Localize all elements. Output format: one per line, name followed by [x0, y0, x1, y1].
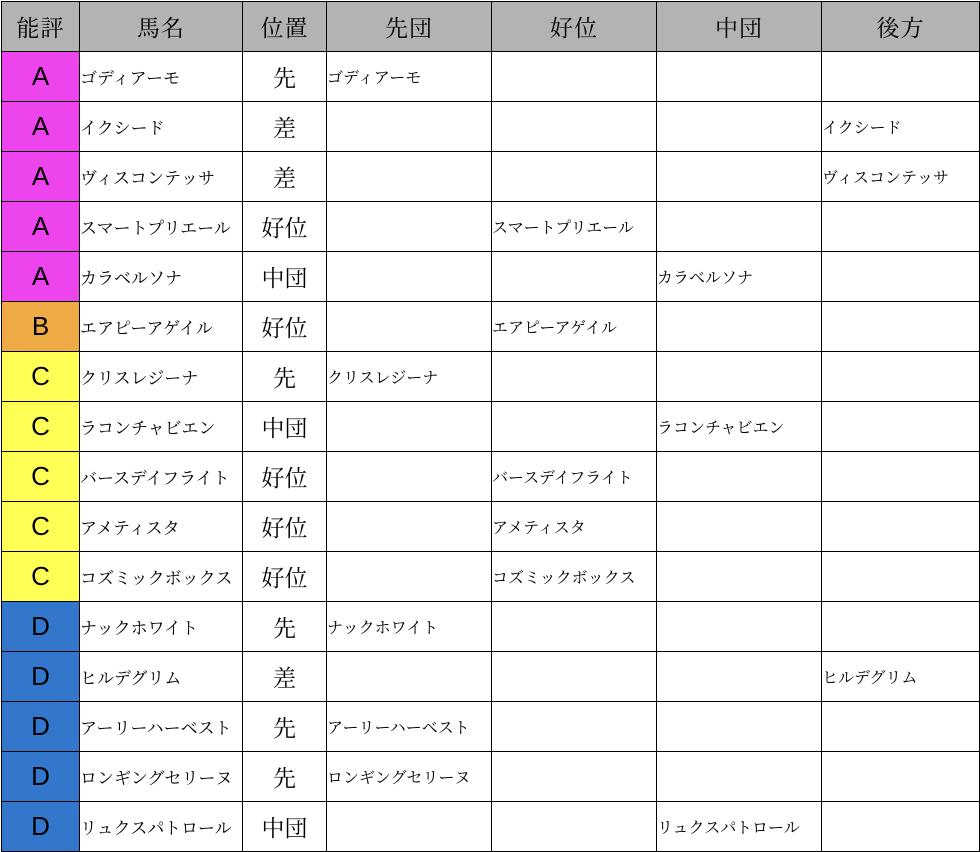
horse-name: スマートプリエール: [80, 202, 243, 252]
rank-cell: C: [2, 352, 80, 402]
kouhou-cell: イクシード: [822, 102, 980, 152]
horse-name: カラベルソナ: [80, 252, 243, 302]
sendan-cell: [327, 652, 492, 702]
rank-cell: D: [2, 702, 80, 752]
position-cell: 好位: [243, 302, 327, 352]
koui-cell: [492, 252, 657, 302]
kouhou-cell: [822, 352, 980, 402]
column-header-position: 位置: [243, 2, 327, 52]
position-cell: 差: [243, 652, 327, 702]
koui-cell: [492, 802, 657, 852]
column-header-horse: 馬名: [80, 2, 243, 52]
chudan-cell: リュクスパトロール: [657, 802, 822, 852]
table-row: [2, 652, 980, 702]
rank-cell: D: [2, 652, 80, 702]
kouhou-cell: ヒルデグリム: [822, 652, 980, 702]
sendan-cell: ゴディアーモ: [327, 52, 492, 102]
chudan-cell: [657, 452, 822, 502]
chudan-cell: [657, 102, 822, 152]
horse-name: リュクスパトロール: [80, 802, 243, 852]
kouhou-cell: ヴィスコンテッサ: [822, 152, 980, 202]
koui-cell: [492, 652, 657, 702]
table-row: [2, 302, 980, 352]
rank-cell: A: [2, 202, 80, 252]
koui-cell: [492, 402, 657, 452]
chudan-cell: [657, 302, 822, 352]
position-cell: 好位: [243, 552, 327, 602]
koui-cell: コズミックボックス: [492, 552, 657, 602]
horse-name: エアピーアゲイル: [80, 302, 243, 352]
horse-name: イクシード: [80, 102, 243, 152]
position-cell: 好位: [243, 452, 327, 502]
koui-cell: [492, 752, 657, 802]
koui-cell: [492, 102, 657, 152]
position-cell: 先: [243, 602, 327, 652]
rank-cell: A: [2, 152, 80, 202]
table-body: [2, 52, 980, 852]
table-row: [2, 752, 980, 802]
sendan-cell: [327, 502, 492, 552]
sendan-cell: [327, 802, 492, 852]
kouhou-cell: [822, 552, 980, 602]
koui-cell: エアピーアゲイル: [492, 302, 657, 352]
position-cell: 先: [243, 52, 327, 102]
koui-cell: スマートプリエール: [492, 202, 657, 252]
kouhou-cell: [822, 802, 980, 852]
header-row: [2, 2, 980, 52]
rank-cell: A: [2, 102, 80, 152]
table-row: [2, 352, 980, 402]
horse-name: ラコンチャビエン: [80, 402, 243, 452]
sendan-cell: [327, 252, 492, 302]
horse-name: ナックホワイト: [80, 602, 243, 652]
table-row: [2, 452, 980, 502]
position-cell: 先: [243, 752, 327, 802]
rank-cell: C: [2, 402, 80, 452]
chudan-cell: カラベルソナ: [657, 252, 822, 302]
position-cell: 差: [243, 102, 327, 152]
rank-cell: C: [2, 552, 80, 602]
table-row: [2, 152, 980, 202]
position-cell: 先: [243, 352, 327, 402]
column-header-rank: 能評: [2, 2, 80, 52]
kouhou-cell: [822, 252, 980, 302]
rank-cell: D: [2, 802, 80, 852]
table-row: [2, 602, 980, 652]
kouhou-cell: [822, 702, 980, 752]
horse-name: バースデイフライト: [80, 452, 243, 502]
chudan-cell: [657, 502, 822, 552]
kouhou-cell: [822, 52, 980, 102]
chudan-cell: [657, 352, 822, 402]
table-row: [2, 102, 980, 152]
race-position-table: [1, 1, 980, 852]
position-cell: 先: [243, 702, 327, 752]
horse-name: コズミックボックス: [80, 552, 243, 602]
chudan-cell: [657, 52, 822, 102]
table-row: [2, 202, 980, 252]
horse-name: ゴディアーモ: [80, 52, 243, 102]
sendan-cell: [327, 202, 492, 252]
kouhou-cell: [822, 202, 980, 252]
sendan-cell: [327, 102, 492, 152]
table-header: [2, 2, 980, 52]
rank-cell: C: [2, 452, 80, 502]
table-row: [2, 702, 980, 752]
rank-cell: A: [2, 252, 80, 302]
kouhou-cell: [822, 502, 980, 552]
rank-cell: B: [2, 302, 80, 352]
chudan-cell: [657, 752, 822, 802]
kouhou-cell: [822, 452, 980, 502]
chudan-cell: ラコンチャビエン: [657, 402, 822, 452]
rank-cell: D: [2, 602, 80, 652]
column-header-kouhou: 後方: [822, 2, 980, 52]
sendan-cell: ロンギングセリーヌ: [327, 752, 492, 802]
kouhou-cell: [822, 752, 980, 802]
koui-cell: [492, 152, 657, 202]
sendan-cell: [327, 152, 492, 202]
chudan-cell: [657, 552, 822, 602]
horse-name: アメティスタ: [80, 502, 243, 552]
chudan-cell: [657, 202, 822, 252]
sendan-cell: [327, 552, 492, 602]
column-header-sendan: 先団: [327, 2, 492, 52]
sendan-cell: アーリーハーベスト: [327, 702, 492, 752]
table-row: [2, 252, 980, 302]
table-row: [2, 802, 980, 852]
rank-cell: D: [2, 752, 80, 802]
horse-name: ヴィスコンテッサ: [80, 152, 243, 202]
koui-cell: [492, 702, 657, 752]
horse-name: アーリーハーベスト: [80, 702, 243, 752]
sendan-cell: クリスレジーナ: [327, 352, 492, 402]
koui-cell: [492, 602, 657, 652]
kouhou-cell: [822, 402, 980, 452]
koui-cell: バースデイフライト: [492, 452, 657, 502]
koui-cell: アメティスタ: [492, 502, 657, 552]
column-header-chudan: 中団: [657, 2, 822, 52]
koui-cell: [492, 352, 657, 402]
position-cell: 中団: [243, 802, 327, 852]
sendan-cell: [327, 452, 492, 502]
table-row: [2, 52, 980, 102]
rank-cell: C: [2, 502, 80, 552]
position-cell: 好位: [243, 502, 327, 552]
table-row: [2, 502, 980, 552]
kouhou-cell: [822, 302, 980, 352]
sendan-cell: [327, 302, 492, 352]
table-row: [2, 552, 980, 602]
position-cell: 中団: [243, 402, 327, 452]
horse-name: ロンギングセリーヌ: [80, 752, 243, 802]
chudan-cell: [657, 652, 822, 702]
column-header-koui: 好位: [492, 2, 657, 52]
sendan-cell: ナックホワイト: [327, 602, 492, 652]
koui-cell: [492, 52, 657, 102]
chudan-cell: [657, 152, 822, 202]
chudan-cell: [657, 702, 822, 752]
position-cell: 差: [243, 152, 327, 202]
chudan-cell: [657, 602, 822, 652]
kouhou-cell: [822, 602, 980, 652]
table-row: [2, 402, 980, 452]
sendan-cell: [327, 402, 492, 452]
horse-name: ヒルデグリム: [80, 652, 243, 702]
rank-cell: A: [2, 52, 80, 102]
position-cell: 中団: [243, 252, 327, 302]
position-cell: 好位: [243, 202, 327, 252]
horse-name: クリスレジーナ: [80, 352, 243, 402]
